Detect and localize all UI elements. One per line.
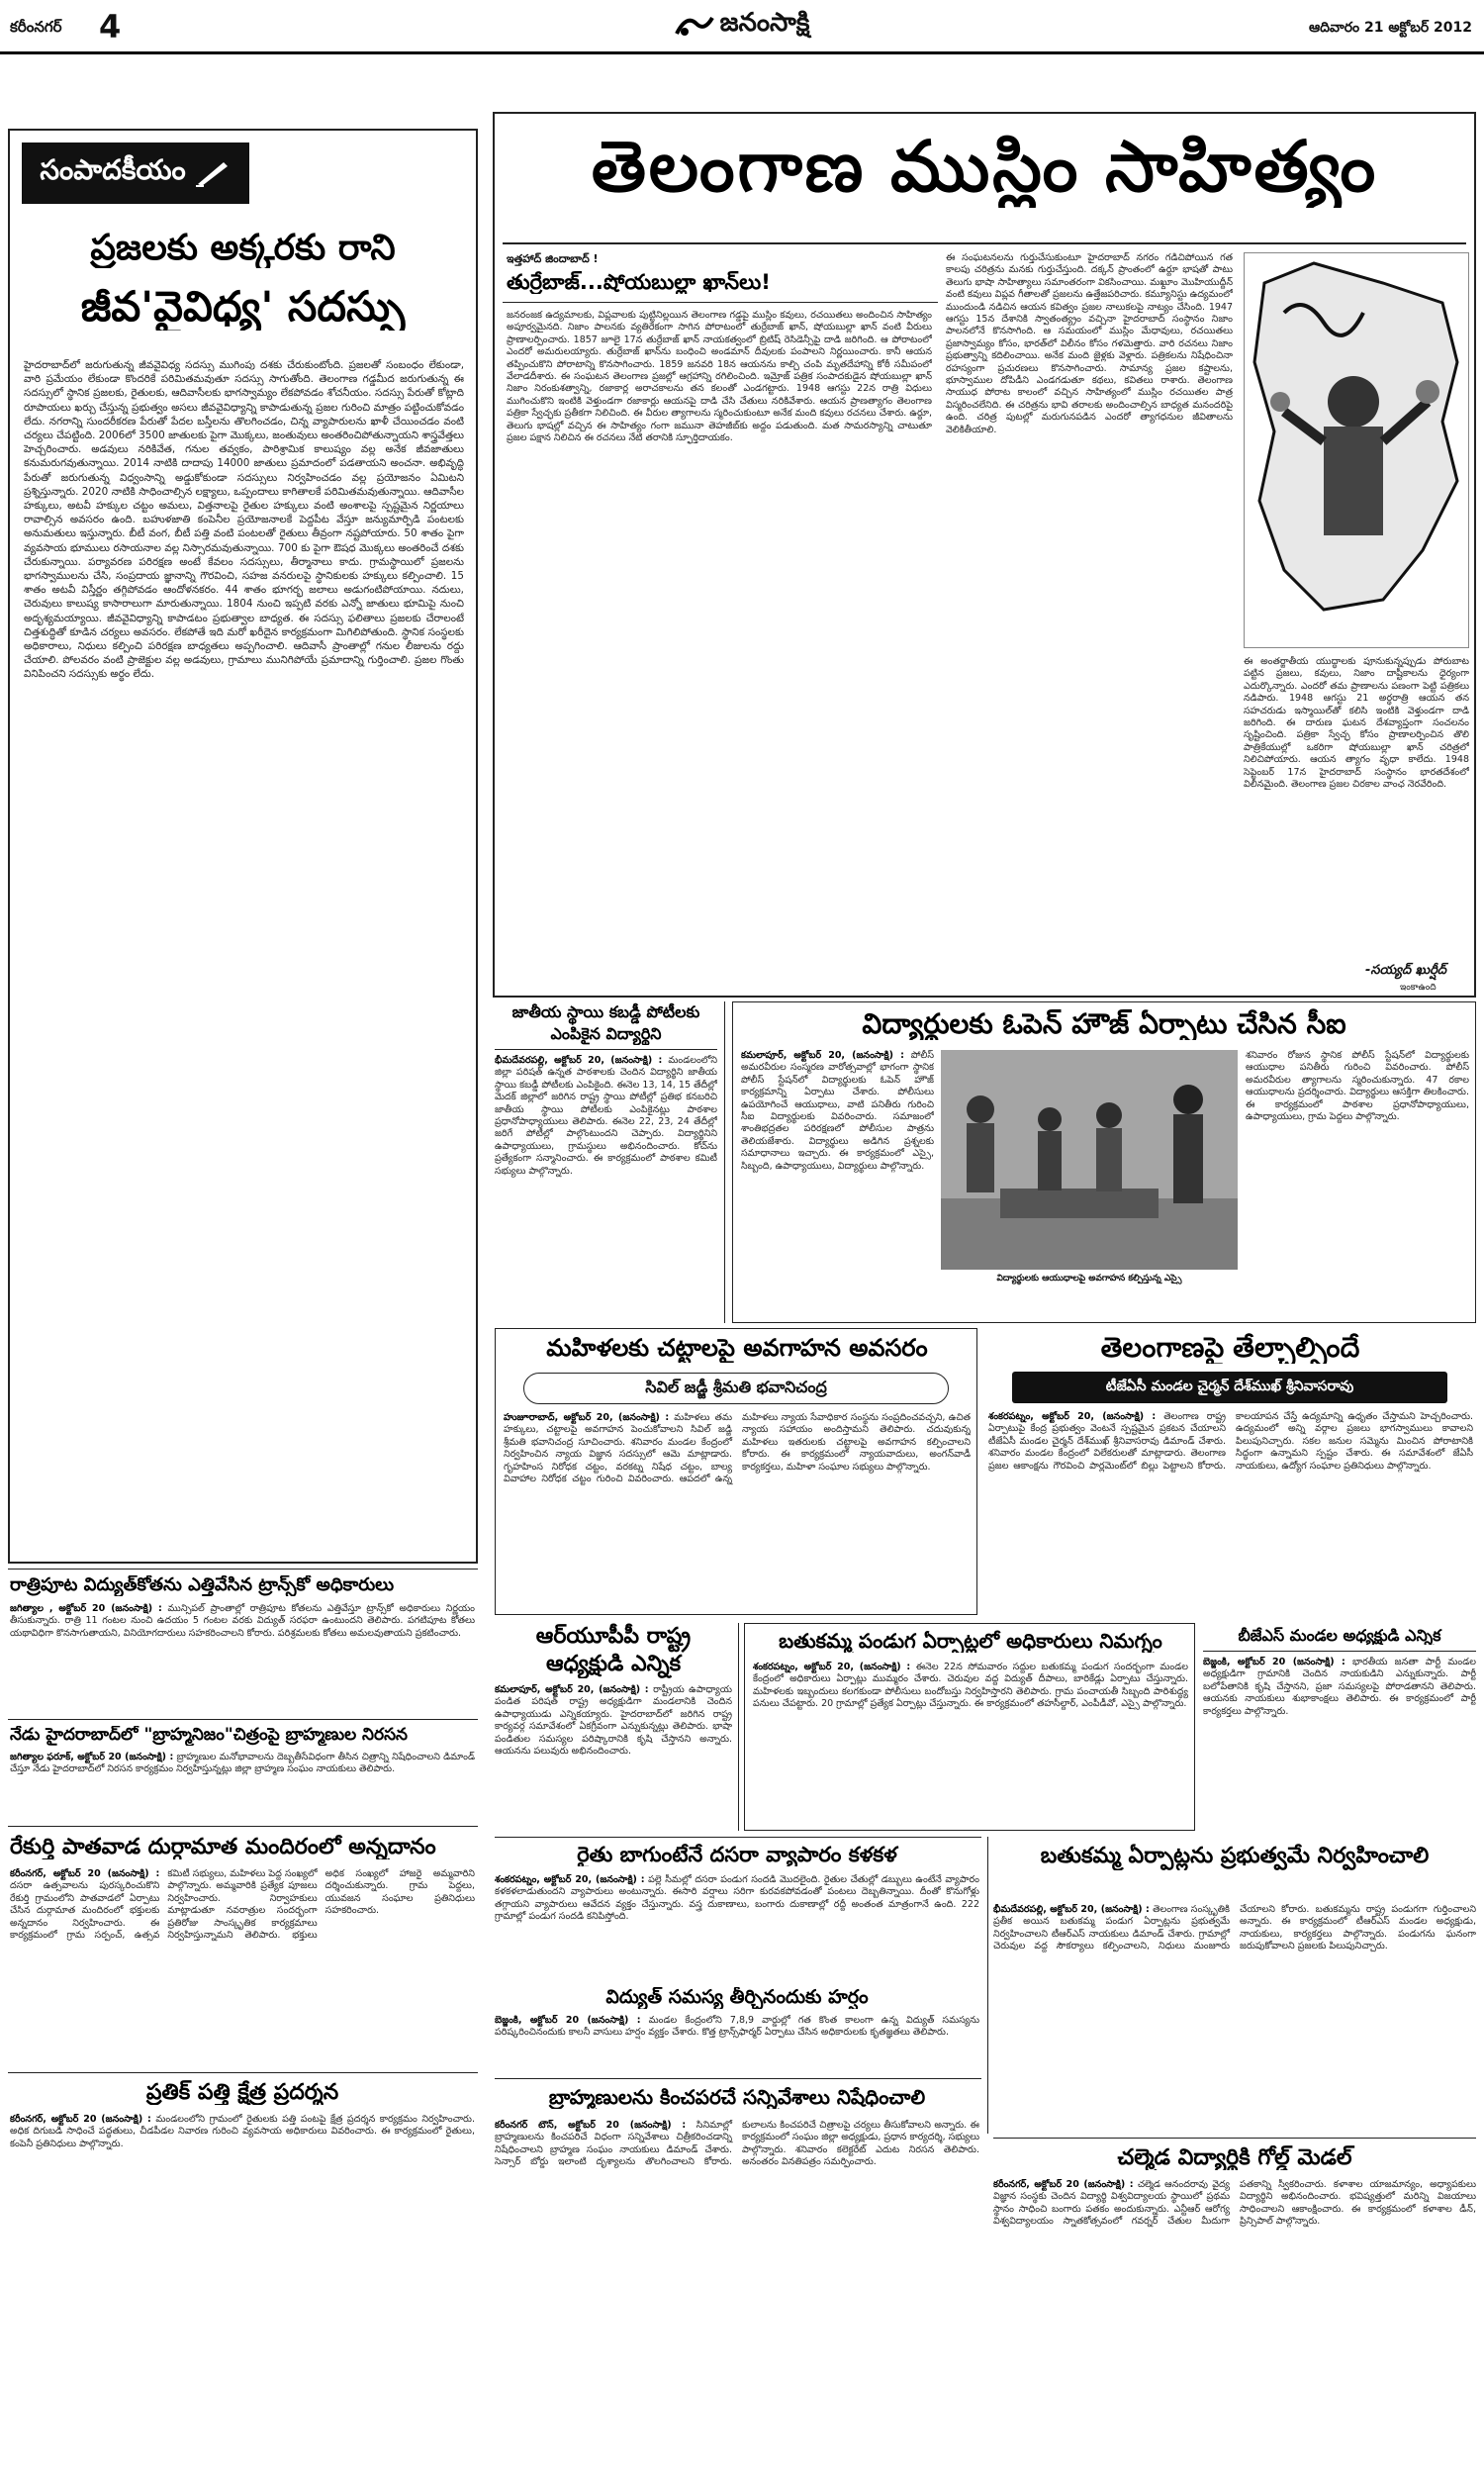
feature-title: తెలంగాణ ముస్లిం సాహిత్యం	[591, 126, 1378, 208]
news-sub-women-law: సివిల్ జడ్జీ శ్రీమతి భవానిచంద్ర	[645, 1377, 827, 1396]
issue-date: ఆదివారం 21 అక్టోబర్ 2012	[1308, 20, 1472, 36]
news-title-bjs: బీజేఎస్ మండల అధ్యక్షుడి ఎన్నిక	[1238, 1627, 1441, 1645]
bjs-box	[1203, 1623, 1476, 1831]
editorial-body: హైదరాబాద్‌లో జరుగుతున్న జీవవైవిధ్య సదస్సు ముగింపు దశకు చేరుకుంటోంది. ప్రజలతో సంబంధం లేకుండా, వారి ప్రమేయం లేకుండా కొందరికే పరిమితమవుతూ సదస్సు సాగుతోంది. తెలంగాణ గడ్డమీద జరుగుతున్న ఈ సదస్సులో స్థానిక ప్రజలకు, రైతులకు, ఆదివాసీలకు భాగస్వామ్యం లేకపోవడం శోచనీయం. సదస్సు పేరుతో కోట్లాది రూపాయలు ఖర్చు చేస్తున్న ప్రభుత్వం అసలు జీవవైవిధ్యాన్ని కాపాడుతున్న ప్రజల గురించి మాత్రం పట్టించుకోవడం లేదు. నగరాన్ని సుందరీకరణ పేరుతో పేదల బస్తీలను తొలగించడం, చిన్న వ్యాపారులను ఖాళీ చేయించడం వంటి చర్యలు చేపట్టింది. 2006లో 3500 జాతులకు పైగా మొక్కలు, జంతువులు అంతరించిపోతున్నాయని శాస్త్రవేత్తలు హెచ్చరించారు. అడవులు నరికివేత, గనుల తవ్వకం, పారిశ్రామిక కాలుష్యం వల్ల అనేక జీవజాతులు కనుమరుగవుతున్నాయి. 2014 నాటికి దాదాపు 14000 జాతులు ప్రమాదంలో పడతాయని అంచనా. అభివృద్ధి పేరుతో జరుగుతున్న విధ్వంసాన్ని అడ్డుకోకుండా సదస్సులు నిర్వహించడం వల్ల ప్రయోజనం ఏమిటని ప్రశ్నిస్తున్నారు. 2020 నాటికి సాధించాల్సిన లక్ష్యాలు, ఒప్పందాలు కాగితాలకే పరిమితమవుతున్నాయి. ఆదివాసీల హక్కులు, అటవీ హక్కుల చట్టం అమలు, విత్తనాలపై రైతుల హక్కులు వంటి అంశాలపై స్పష్టమైన నిర్ణయాలు రావాల్సిన అవసరం ఉంది. బహుళజాతి కంపెనీల ప్రయోజనాలకే పెద్దపీట వేస్తూ జన్యుమార్పిడి పంటలకు అనుమతులు ఇస్తున్నారు. బీటీ వంగ, బీటీ పత్తి వంటి పంటలతో రైతులు తీవ్రంగా నష్టపోయారు. 50 శాతం పైగా వ్యవసాయ భూములు రసాయనాల వల్ల నిస్సారమవుతున్నాయి. 700 కు పైగా ఔషధ మొక్కలు అంతరించే దశకు చేరుకున్నాయి. పర్యావరణ పరిరక్షణ అంటే కేవలం సదస్సులు, తీర్మానాలు కాదు. గ్రామస్థాయిలో ప్రజలను భాగస్వాములను చేసి, సంప్రదాయ జ్ఞానాన్ని గౌరవించి, సహజ వనరులపై స్థానికులకు హక్కులు కల్పించాలి. 15 శాతం అటవీ విస్తీర్ణం తగ్గిపోవడం ఆందోళనకరం. 44 శాతం భూగర్భ జలాలు అడుగంటిపోయాయి. నదులు, చెరువులు కాలుష్య కాసారాలుగా మారుతున్నాయి. 1804 నుంచి ఇప్పటి వరకు ఎన్నో జాతులు భూమిపై నుంచి అదృశ్యమయ్యాయి. జీవవైవిధ్యాన్ని కాపాడటం ప్రభుత్వాల బాధ్యత. ఈ సదస్సు ఫలితాలు ప్రజలకు చేరాలంటే చిత్తశుద్ధితో కూడిన చర్యలు అవసరం. లేకపోతే ఇది మరో ఖరీదైన కార్యక్రమంగా మిగిలిపోతుంది. స్థానిక సంస్థలకు అధికారాలు, నిధులు కల్పించి పరిరక్షణ బాధ్యతలు అప్పగించాలి. ఆదివాసీ ప్రాంతాల్లో గనుల లీజులను రద్దు చేయాలి. పోలవరం వంటి ప్రాజెక్టుల వల్ల అడవులు, గ్రామాలు మునిగిపోయే ప్రమాదాన్ని గుర్తించాలి. ప్రజల గొంతు వినిపించని సదస్సుకు అర్థం లేదు.	[24, 359, 464, 681]
news-text: తెలంగాణ రాష్ట్ర ఏర్పాటుపై కేంద్ర ప్రభుత్వం వెంటనే స్పష్టమైన ప్రకటన చేయాలని టీజేఏసీ మండల చైర్మన్ దేశ్‌ముఖ్ శ్రీనివాసరావు డిమాండ్ చేశారు. శనివారం మండల కేంద్రంలో విలేకరులతో మాట్లాడారు. తెలంగాణ ప్రజల ఆకాంక్షను గౌరవించి పార్లమెంట్‌లో బిల్లు పెట్టాలని కోరారు. కాలయాపన చేస్తే ఉద్యమాన్ని ఉధృతం చేస్తామని హెచ్చరించారు. ఉద్యమంలో అన్ని వర్గాల ప్రజలు భాగస్వాములు కావాలని పిలుపునిచ్చారు. సకల జనుల సమ్మెను మించిన పోరాటానికి సిద్ధంగా ఉన్నామని స్పష్టం చేశారు. ఈ సమావేశంలో జేఏసీ నాయకులు, ఉద్యోగ సంఘాల ప్రతినిధులు పాల్గొన్నారు.	[988, 1411, 1473, 1472]
news-dateline: బెజ్జంకి, అక్టోబర్ 20 (జనంసాక్షి) :	[495, 2015, 641, 2026]
news-title-kabaddi	[495, 1001, 717, 1045]
rule-left-4	[8, 2072, 478, 2073]
masthead-logo	[638, 8, 846, 44]
feature-sub-rule	[503, 302, 938, 303]
news-text: మండలంలోని జిల్లా పరిషత్ ఉన్నత పాఠశాలకు చెందిన విద్యార్థిని జాతీయ స్థాయి కబడ్డీ పోటీలకు ఎంపికైంది. ఈనెల 13, 14, 15 తేదీల్లో మెదక్ జిల్లాలో జరిగిన రాష్ట్ర స్థాయి పోటీల్లో ప్రతిభ కనబరిచి జాతీయ స్థాయి పోటీలకు ఎంపికైనట్లు పాఠశాల ప్రధానోపాధ్యాయులు తెలిపారు. ఈనెల 22, 23, 24 తేదీల్లో జరిగే పోటీల్లో పాల్గొంటుందని చెప్పారు. విద్యార్థినిని ఉపాధ్యాయులు, గ్రామస్థులు అభినందించారు. కోచ్‌ను ప్రత్యేకంగా సన్మానించారు. ఈ కార్యక్రమంలో పాఠశాల కమిటీ సభ్యులు పాల్గొన్నారు.	[495, 1055, 717, 1177]
rule-gold	[993, 2138, 1476, 2139]
ci-photo	[941, 1050, 1238, 1270]
rule-farmers	[495, 1837, 981, 1838]
feature-title-rule	[503, 242, 1466, 244]
news-body-bathukamma-officials	[753, 1662, 1188, 1826]
page-header	[0, 0, 1484, 55]
feature-box	[493, 112, 1476, 998]
news-text: మహిళలు తమ హక్కులు, చట్టాలపై అవగాహన పెంచుకోవాలని సివిల్ జడ్జి శ్రీమతి భవానిచంద్ర సూచించారు. శనివారం మండల కేంద్రంలో నిర్వహించిన న్యాయ విజ్ఞాన సదస్సులో ఆమె మాట్లాడారు. గృహహింస నిరోధక చట్టం, వరకట్న నిషేధ చట్టం, బాల్య వివాహాల నిరోధక చట్టం గురించి వివరించారు. ఆపదలో ఉన్న మహిళలు న్యాయ సేవాధికార సంస్థను సంప్రదించవచ్చని, ఉచిత న్యాయ సహాయం అందిస్తామని తెలిపారు. చదువుకున్న మహిళలు ఇతరులకు చట్టాలపై అవగాహన కల్పించాలని కోరారు. ఈ కార్యక్రమంలో న్యాయవాదులు, అంగన్‌వాడీ కార్యకర్తలు, మహిళా సంఘాల సభ్యులు పాల్గొన్నారు.	[504, 1412, 971, 1485]
rule-bjs	[1203, 1651, 1476, 1652]
news-dateline: జగిత్యాల ఫరూక్, అక్టోబర్ 20 (జనంసాక్షి) :	[10, 1752, 174, 1762]
feature-author: -సయ్యద్ ఖుర్షీద్	[1365, 963, 1446, 978]
feature-illustration	[1244, 252, 1469, 648]
news-dateline: భీమదేవరపల్లి, అక్టోబర్ 20, (జనంసాక్షి) :	[495, 1055, 663, 1066]
news-text: దసరా ఉత్సవాలను పురస్కరించుకొని రేకుర్తి గ్రామంలోని పాతవాడలో ఏర్పాటు చేసిన దుర్గామాత మందిరంలో భక్తులకు అన్నదానం నిర్వహించారు. ఈ కార్యక్రమంలో గ్రామ సర్పంచ్, ఉత్సవ కమిటీ సభ్యులు, మహిళలు పెద్ద సంఖ్యలో పాల్గొన్నారు. అమ్మవారికి ప్రత్యేక పూజలు నిర్వహించారు. నిర్వాహకులు మాట్లాడుతూ నవరాత్రుల సందర్భంగా ప్రతిరోజు సాంస్కృతిక కార్యక్రమాలు నిర్వహిస్తున్నామని తెలిపారు. భక్తులు అధిక సంఖ్యలో హాజరై అమ్మవారిని దర్శించుకున్నారు. గ్రామ పెద్దలు, యువజన సంఘాల ప్రతినిధులు సహకరించారు.	[10, 1868, 475, 1942]
telangana-sub-box	[1012, 1372, 1447, 1403]
news-text: బ్రాహ్మణుల మనోభావాలను దెబ్బతీసేవిధంగా తీసిన చిత్రాన్ని నిషేధించాలని డిమాండ్ చేస్తూ నేడు హైదరాబాద్‌లో నిరసన కార్యక్రమం నిర్వహిస్తున్నట్లు జిల్లా బ్రాహ్మణ సంఘం నాయకులు తెలిపారు.	[10, 1752, 475, 1775]
news-title-gold-medal: చల్మెడ విద్యార్థికి గోల్డ్ మెడల్	[1117, 2145, 1352, 2170]
news-dateline: కరీంనగర్, అక్టోబర్ 20 (జనంసాక్షి) :	[10, 2114, 151, 2125]
editorial-label: సంపాదకీయం	[40, 153, 186, 186]
feature-kicker: ఇత్తహాద్ జిందాబాద్ !	[507, 252, 599, 265]
news-title-ci: విద్యార్థులకు ఓపెన్ హౌజ్ ఏర్పాటు చేసిన సీఐ	[862, 1008, 1346, 1040]
news-body-women-law	[504, 1412, 971, 1610]
editorial-title-line1: ప్రజలకు అక్కరకు రాని	[90, 228, 396, 268]
news-dateline: భీమదేవరపల్లి, అక్టోబర్ 20, (జనంసాక్షి) :	[993, 1904, 1150, 1915]
editorial-box	[8, 129, 478, 1564]
pen-icon	[194, 158, 232, 188]
rule-left-1	[8, 1569, 478, 1570]
news-title-brahmin-scenes: బ్రాహ్మణులను కించపరచే సన్నివేశాలు నిషేధించాలి	[548, 2086, 926, 2109]
rule-v-kabaddi	[724, 1001, 725, 1323]
rule-v-govt	[987, 1837, 988, 2134]
header-rule	[0, 51, 1484, 54]
news-dateline: శంకరపట్నం, అక్టోబర్ 20, (జనంసాక్షి) :	[988, 1411, 1157, 1422]
news-title-transco: రాత్రిపూట విద్యుత్‌కోతను ఎత్తివేసిన ట్రాన్స్‌కో అధికారులు	[10, 1575, 395, 1595]
rule-kabaddi	[495, 1049, 717, 1050]
news-body-brahmanism	[10, 1752, 475, 1821]
news-body-ci-col2: శనివారం రోజున స్థానిక పోలీస్ స్టేషన్‌లో విద్యార్థులకు ఆయుధాల పనితీరు గురించి వివరించారు. పోలీస్ అమరవీరుల త్యాగాలను స్మరించుకున్నారు. 47 రకాల ఆయుధాలను ప్రదర్శించారు. విద్యార్థులు ఆసక్తిగా తిలకించారు. ఈ కార్యక్రమంలో పాఠశాల ప్రధానోపాధ్యాయులు, ఉపాధ్యాయులు, గ్రామ పెద్దలు పాల్గొన్నారు.	[1246, 1050, 1469, 1123]
masthead-brand: జనంసాక్షి	[719, 8, 810, 38]
news-title-rupp	[495, 1623, 732, 1678]
news-body-annadanam	[10, 1868, 475, 2066]
rule-left-3	[8, 1826, 478, 1827]
news-text: తెలంగాణ సంస్కృతికి ప్రతీక అయిన బతుకమ్మ పండుగ ఏర్పాట్లను ప్రభుత్వమే నిర్వహించాలని టీఆర్ఎస్ నాయకులు డిమాండ్ చేశారు. గ్రామాల్లో చెరువుల వద్ద సౌకర్యాలు కల్పించాలని, నిధులు మంజూరు చేయాలని కోరారు. బతుకమ్మను రాష్ట్ర పండుగగా గుర్తించాలని అన్నారు. ఈ కార్యక్రమంలో టీఆర్ఎస్ మండల అధ్యక్షుడు, నాయకులు, కార్యకర్తలు పాల్గొన్నారు. పండుగను ఘనంగా జరుపుకోవాలని ప్రజలకు పిలుపునిచ్చారు.	[993, 1904, 1476, 1952]
feature-col2: ఈ సంఘటనలను గుర్తుచేసుకుంటూ హైదరాబాద్ నగరం గడిచిపోయిన గత కాలపు చరిత్రను మనకు గుర్తుచేస్తుంది. దక్కన్ ప్రాంతంలో ఉర్దూ భాషతో పాటు తెలుగు భాషా సాహిత్యాలు సమాంతరంగా వికసించాయి. మఖ్దూం మొహియుద్దీన్ వంటి కవులు విప్లవ గీతాలతో ప్రజలను ఉత్తేజపరిచారు. కమ్యూనిస్టు ఉద్యమంలో ముందుండి నడిచిన ఆయన కవిత్వం ప్రజల నాలుకలపై నాట్యం చేసింది. 1947 ఆగస్టు 15న దేశానికి స్వాతంత్య్రం వచ్చినా హైదరాబాద్ సంస్థానం నిజాం పాలనలోనే కొనసాగింది. ఆ సమయంలో ముస్లిం మేధావులు, రచయితలు ప్రజాస్వామ్యం కోసం, భారత్‌లో విలీనం కోసం గళమెత్తారు. వారి రచనలు నిజాం ప్రభుత్వాన్ని కదిలించాయి. అనేక మంది జైళ్లకు వెళ్లారు. పత్రికలను నిషేధించినా రహస్యంగా ప్రచురణలు కొనసాగించారు. సామాన్య ప్రజల కష్టాలను, భూస్వాముల దోపిడీని ఎండగడుతూ కథలు, కవితలు రాశారు. తెలంగాణ సాయుధ పోరాట కాలంలో వచ్చిన సాహిత్యంలో ముస్లిం రచయితల పాత్ర విస్మరించలేనిది. ఈ చరిత్రను భావి తరాలకు అందించాల్సిన బాధ్యత మనందరిపై ఉంది. చరిత్ర పుటల్లో మరుగునపడిన ఎందరో త్యాగధనుల జీవితాలను వెలికితీయాలి.	[946, 252, 1233, 435]
news-body-power	[495, 2015, 979, 2072]
news-body-ci	[741, 1050, 934, 1317]
telangana-box	[984, 1328, 1476, 1615]
editorial-label-box	[22, 143, 249, 204]
news-text: మండల కేంద్రంలోని 7,8,9 వార్డుల్లో గత కొంత కాలంగా ఉన్న విద్యుత్ సమస్యను పరిష్కరించినందుకు కాలనీ వాసులు హర్షం వ్యక్తం చేశారు. కొత్త ట్రాన్స్‌ఫార్మర్ ఏర్పాటు చేసిన అధికారులకు కృతజ్ఞతలు తెలిపారు.	[495, 2015, 979, 2039]
news-dateline: కరీంనగర్, అక్టోబర్ 20 (జనంసాక్షి) :	[10, 1868, 160, 1879]
feature-continued: ఇంకాఉంది	[1400, 983, 1437, 993]
news-text: సినిమాల్లో బ్రాహ్మణులను కించపరిచే విధంగా సన్నివేశాలు చిత్రీకరించడాన్ని నిషేధించాలని బ్రాహ్మణ సంఘం నాయకులు డిమాండ్ చేశారు. సెన్సార్ బోర్డు ఇలాంటి దృశ్యాలను తొలగించాలని కోరారు. కులాలను కించపరిచే చిత్రాలపై చర్యలు తీసుకోవాలని అన్నారు. ఈ కార్యక్రమంలో సంఘం జిల్లా అధ్యక్షుడు, ప్రధాన కార్యదర్శి, సభ్యులు పాల్గొన్నారు. శనివారం కలెక్టరేట్ ఎదుట నిరసన తెలిపారు. అనంతరం వినతిపత్రం సమర్పించారు.	[495, 2120, 979, 2168]
news-dateline: కమలాపూర్, అక్టోబర్ 20, (జనంసాక్షి) :	[741, 1050, 904, 1061]
photo-people-icon	[941, 1050, 1238, 1270]
map-figure-icon	[1245, 253, 1469, 648]
rule-v-rupp	[738, 1623, 739, 1831]
news-body-kabaddi	[495, 1055, 717, 1320]
feature-subtitle: తుర్రేబాజ్...షోయబుల్లా ఖాన్‌లు!	[507, 270, 771, 294]
news-body-brahmin-scenes	[495, 2120, 979, 2248]
news-text: పల్లె సీమల్లో దసరా పండుగ సందడి మొదలైంది. రైతుల చేతుల్లో డబ్బులు ఉంటేనే వ్యాపారం కళకళలాడుతుందని వ్యాపారులు అంటున్నారు. ఈసారి వర్షాలు సరిగా కురవకపోవడంతో పంటలు దెబ్బతిన్నాయి. దీంతో కొనుగోళ్లు తగ్గాయని వ్యాపారులు ఆవేదన వ్యక్తం చేస్తున్నారు. వస్త్ర దుకాణాలు, బంగారు దుకాణాల్లో రద్దీ అంతంత మాత్రంగానే ఉంది. 222 గ్రామాల్లో పండుగ సందడి కనిపిస్తోంది.	[495, 1874, 979, 1923]
news-title-cotton: ప్రతిక్ పత్తి క్షేత్ర ప్రదర్శన	[145, 2080, 339, 2105]
ci-box	[732, 1001, 1476, 1323]
news-title-bathukamma-govt	[993, 1843, 1476, 1870]
news-text: భారతీయ జనతా పార్టీ మండల అధ్యక్షుడిగా గ్రామానికి చెందిన నాయకుడిని ఎన్నుకున్నారు. పార్టీ బలోపేతానికి కృషి చేస్తానని, ప్రజా సమస్యలపై పోరాడతానని తెలిపారు. ఆయనకు నాయకులు శుభాకాంక్షలు తెలిపారు. ఈ కార్యక్రమంలో పార్టీ కార్యకర్తలు పాల్గొన్నారు.	[1203, 1657, 1476, 1717]
bathukamma-officials-box	[744, 1623, 1195, 1831]
news-title-power: విద్యుత్ సమస్య తీర్చినందుకు హర్షం	[605, 1987, 869, 2008]
feature-col1: జనరంజక ఉద్యమాలకు, విప్లవాలకు పుట్టినిల్లయిన తెలంగాణ గడ్డపై ముస్లిం కవులు, రచయితలు అందించిన సాహిత్యం అపూర్వమైనది. నిజాం పాలనకు వ్యతిరేకంగా సాగిన పోరాటంలో తుర్రేబాజ్ ఖాన్, షోయబుల్లా ఖాన్ వంటి వీరులు ప్రాణాలర్పించారు. 1857 జూలై 17న తుర్రేబాజ్ ఖాన్ నాయకత్వంలో బ్రిటిష్ రెసిడెన్సీపై దాడి జరిగింది. ఆ పోరాటంలో ఎందరో అమరులయ్యారు. తుర్రేబాజ్ ఖాన్‌ను బంధించి అండమాన్ దీవులకు పంపాలని నిర్ణయించారు. కానీ ఆయన తప్పించుకొని పోరాటాన్ని కొనసాగించారు. 1859 జనవరి 18న ఆయనను కాల్చి చంపి మృతదేహాన్ని కోఠీ సమీపంలో వేలాడదీశారు. ఈ సంఘటన తెలంగాణ ప్రజల్లో ఆగ్రహాన్ని రగిలించింది. ఇమ్రోజ్ పత్రిక సంపాదకుడైన షోయబుల్లా ఖాన్ నిజాం నిరంకుశత్వాన్ని, రజాకార్ల అరాచకాలను తన కలంతో ఎండగట్టారు. 1948 ఆగస్టు 22న రాత్రి విధులు ముగించుకొని ఇంటికి వెళ్తుండగా రజాకార్లు ఆయనపై దాడి చేసి చేతులు నరికివేశారు. ఆయన ప్రాణత్యాగం తెలంగాణ పత్రికా స్వేచ్ఛకు ప్రతీకగా నిలిచింది. ఈ వీరుల త్యాగాలను స్మరించుకుంటూ అనేక మంది కవులు రచనలు చేశారు. ఉర్దూ, తెలుగు భాషల్లో వచ్చిన ఈ సాహిత్యం గంగా జమునా తెహజీబ్‌కు అద్దం పడుతుంది. మత సామరస్యాన్ని చాటుతూ ప్రజల పక్షాన నిలిచిన ఈ రచనలు నేటి తరానికి స్ఫూర్తిదాయకం.	[507, 310, 932, 444]
section-name: కరీంనగర్	[10, 18, 62, 36]
news-title-bathukamma-officials: బతుకమ్మ పండుగ ఏర్పాట్లలో అధికారులు నిమగ్నం	[779, 1630, 1162, 1653]
news-body-bjs	[1203, 1657, 1476, 1827]
news-title-text: బతుకమ్మ ఏర్పాట్లను ప్రభుత్వమే నిర్వహించాలి	[1040, 1844, 1430, 1868]
news-body-farmers	[495, 1874, 979, 1981]
news-text: మున్సిపల్ ప్రాంతాల్లో రాత్రిపూట కోతలను ఎత్తివేస్తూ ట్రాన్స్‌కో అధికారులు నిర్ణయం తీసుకున్నారు. రాత్రి 11 గంటల నుంచి ఉదయం 5 గంటల వరకు విద్యుత్ సరఫరా ఉంటుందని తెలిపారు. పగటిపూట కోతలు యథావిధిగా కొనసాగుతాయని, వినియోగదారులు సహకరించాలని కోరారు. పరిశ్రమలకు కోతలు అమలవుతాయని ప్రకటించారు.	[10, 1603, 475, 1639]
news-text: రాష్ట్రీయ ఉపాధ్యాయ పండిత పరిషత్ రాష్ట్ర అధ్యక్షుడిగా మండలానికి చెందిన ఉపాధ్యాయుడు ఎన్నికయ్యారు. హైదరాబాద్‌లో జరిగిన రాష్ట్ర కార్యవర్గ సమావేశంలో ఏకగ్రీవంగా ఎన్నుకున్నట్లు తెలిపారు. భాషా పండితుల సమస్యల పరిష్కారానికి కృషి చేస్తానని అన్నారు. ఆయనను పలువురు అభినందించారు.	[495, 1684, 732, 1758]
news-body-telangana	[988, 1411, 1473, 1609]
rule-brahmin	[495, 2078, 981, 2079]
news-body-rupp	[495, 1684, 732, 1828]
news-text: పోలీస్ అమరవీరుల సంస్మరణ వారోత్సవాల్లో భాగంగా స్థానిక పోలీస్ స్టేషన్‌లో విద్యార్థులకు ఓపెన్ హౌజ్ కార్యక్రమాన్ని ఏర్పాటు చేశారు. పోలీసులు ఉపయోగించే ఆయుధాలు, వాటి పనితీరు గురించి సీఐ విద్యార్థులకు వివరించారు. సమాజంలో శాంతిభద్రతల పరిరక్షణలో పోలీసుల పాత్రను తెలియజేశారు. విద్యార్థులు అడిగిన ప్రశ్నలకు సమాధానాలు ఇచ్చారు. ఈ కార్యక్రమంలో ఎస్సై, సిబ్బంది, ఉపాధ్యాయులు, విద్యార్థులు పాల్గొన్నారు.	[741, 1050, 934, 1172]
news-dateline: శంకరపట్నం, అక్టోబర్ 20, (జనంసాక్షి) :	[495, 1874, 645, 1885]
feature-col3: ఈ అంతర్జాతీయ యుద్ధాలకు పూనుకున్నప్పుడు పోరుబాట పట్టిన ప్రజలు, కవులు, నిజాం దాష్టీకాలను ధైర్యంగా ఎదుర్కొన్నారు. ఎందరో తమ ప్రాణాలను పణంగా పెట్టి పత్రికలు నడిపారు. 1948 ఆగస్టు 21 అర్ధరాత్రి ఆయన తన సహచరుడు ఇస్మాయిల్‌తో కలిసి ఇంటికి వెళ్తుండగా దాడి జరిగింది. ఈ దారుణ ఘటన దేశవ్యాప్తంగా సంచలనం సృష్టించింది. పత్రికా స్వేచ్ఛ కోసం ప్రాణాలర్పించిన తొలి పాత్రికేయుల్లో ఒకరిగా షోయబుల్లా ఖాన్ చరిత్రలో నిలిచిపోయారు. ఆయన త్యాగం వృధా కాలేదు. 1948 సెప్టెంబర్ 17న హైదరాబాద్ సంస్థానం భారతదేశంలో విలీనమైంది. తెలంగాణ ప్రజల చిరకాల వాంఛ నెరవేరింది.	[1244, 656, 1469, 791]
news-title-women-law: మహిళలకు చట్టాలపై అవగాహన అవసరం	[546, 1335, 928, 1362]
news-dateline: జగిత్యాల , అక్టోబర్ 20 (జనంసాక్షి) :	[10, 1603, 162, 1614]
news-dateline: శంకరపట్నం, అక్టోబర్ 20, (జనంసాక్షి) :	[753, 1662, 911, 1672]
news-dateline: కమలాపూర్, అక్టోబర్ 20, (జనంసాక్షి) :	[495, 1684, 649, 1695]
news-title-brahmanism: నేడు హైదరాబాద్‌లో "బ్రాహ్మనిజం"చిత్రంపై బ్రాహ్మణుల నిరసన	[10, 1726, 408, 1745]
news-dateline: కరీంనగర్ టౌన్, అక్టోబర్ 20 (జనంసాక్షి) :	[495, 2120, 687, 2131]
news-title-text: ఆర్‌యూపీపీ రాష్ట్ర ఆధ్యక్షుడి ఎన్నిక	[535, 1624, 692, 1676]
news-title-text: జాతీయ స్థాయి కబడ్డీ పోటీలకు ఎంపికైన విద్యార్థిని	[511, 1002, 700, 1043]
rupp-box	[495, 1623, 732, 1831]
news-body-transco	[10, 1603, 475, 1714]
news-dateline: కరీంనగర్, అక్టోబర్ 20 (జనంసాక్షి) :	[993, 2179, 1134, 2190]
rule-left-2	[8, 1719, 478, 1720]
women-law-box	[495, 1328, 977, 1615]
news-dateline: బెజ్జంకి, అక్టోబర్ 20 (జనంసాక్షి) :	[1203, 1657, 1345, 1667]
news-body-bathukamma-govt	[993, 1904, 1476, 2122]
news-title-annadanam: రేకుర్తి పాతవాడ దుర్గామాత మందిరంలో అన్నదానం	[10, 1835, 436, 1859]
page-number: 4	[99, 8, 122, 46]
news-text: ఈనెల 22న సోమవారం సద్దుల బతుకమ్మ పండుగ సందర్భంగా మండల కేంద్రంలో అధికారులు ఏర్పాట్లు ముమ్మరం చేశారు. చెరువుల వద్ద విద్యుత్ దీపాలు, బారికేడ్లు ఏర్పాటు చేస్తున్నారు. మహిళలకు ఇబ్బందులు కలగకుండా పోలీసులు బందోబస్తు నిర్వహిస్తారని తెలిపారు. గ్రామ పంచాయతీ సిబ్బంది పారిశుద్ధ్య పనులు చేపట్టారు. 20 గ్రామాల్లో ప్రత్యేక ఏర్పాట్లు చేస్తున్నారు. ఈ కార్యక్రమంలో తహసీల్దార్, ఎంపీడీవో, ఎస్సై పాల్గొన్నారు.	[753, 1662, 1188, 1710]
editorial-title-line2: జీవ'వైవిధ్య' సదస్సు	[80, 283, 406, 331]
news-dateline: హుజూరాబాద్, అక్టోబర్ 20, (జనంసాక్షి) :	[504, 1412, 670, 1423]
news-title-telangana: తెలంగాణపై తేల్చాల్సిందే	[1100, 1332, 1360, 1364]
news-sub-telangana: టీజేఏసీ మండల చైర్మన్ దేశ్‌ముఖ్ శ్రీనివాసరావు	[1105, 1378, 1354, 1394]
news-body-cotton	[10, 2114, 475, 2242]
news-text: మండలంలోని గ్రామంలో రైతులకు పత్తి పంటపై క్షేత్ర ప్రదర్శన కార్యక్రమం నిర్వహించారు. అధిక దిగుబడి సాధించే పద్ధతులు, చీడపీడల నివారణ గురించి వ్యవసాయ అధికారులు వివరించారు. ఈ కార్యక్రమంలో రైతులు, కంపెనీ ప్రతినిధులు పాల్గొన్నారు.	[10, 2114, 475, 2149]
women-law-sub-box	[523, 1373, 949, 1404]
news-text: చల్మెడ ఆనందరావు వైద్య విజ్ఞాన సంస్థకు చెందిన విద్యార్థి విశ్వవిద్యాలయ స్థాయిలో ప్రథమ స్థానం సాధించి బంగారు పతకం అందుకున్నారు. ఎన్టీఆర్ ఆరోగ్య విశ్వవిద్యాలయం స్నాతకోత్సవంలో గవర్నర్ చేతుల మీదుగా పతకాన్ని స్వీకరించారు. కళాశాల యాజమాన్యం, అధ్యాపకులు విద్యార్థిని అభినందించారు. భవిష్యత్తులో మరిన్ని విజయాలు సాధించాలని ఆకాంక్షించారు. ఈ కార్యక్రమంలో కళాశాల డీన్, ప్రిన్సిపాల్ పాల్గొన్నారు.	[993, 2179, 1476, 2228]
ci-photo-caption: విద్యార్థులకు ఆయుధాలపై అవగాహన కల్పిస్తున్న ఎస్సై	[996, 1274, 1182, 1284]
logo-icon	[675, 12, 714, 40]
news-body-gold-medal	[993, 2179, 1476, 2250]
news-title-farmers: రైతు బాగుంటేనే దసరా వ్యాపారం కళకళ	[577, 1843, 897, 1866]
